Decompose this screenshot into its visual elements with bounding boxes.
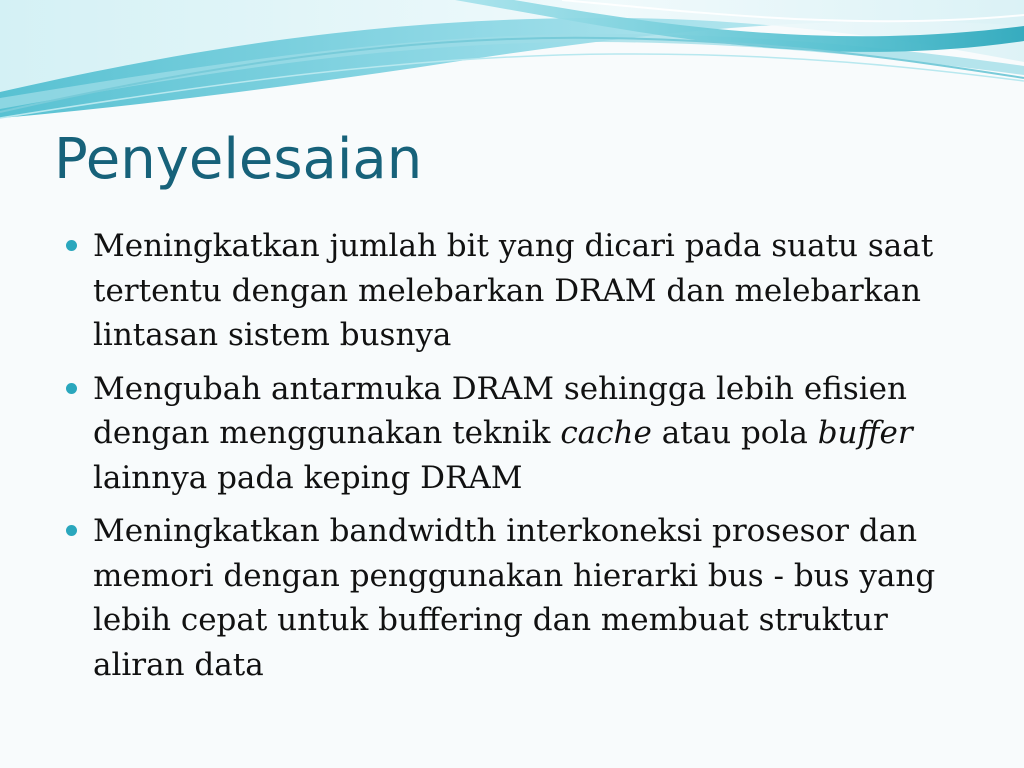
bullet-text <box>93 371 913 496</box>
bullet-icon <box>66 383 77 394</box>
bullet-text <box>93 513 935 683</box>
slide-title: Penyelesaian <box>54 127 423 192</box>
italic-term-buffer: buffer <box>817 415 913 451</box>
bullet-text-part: Mengubah antarmuka DRAM sehingga lebih efisien dengan menggunakan teknik <box>93 370 907 451</box>
bullet-text-part: atau pola <box>651 415 818 451</box>
bullet-item <box>66 224 966 358</box>
italic-term-cache: cache <box>560 415 652 451</box>
bullet-text-part: Meningkatkan bandwidth interkoneksi prosesor dan memori dengan penggunakan hierarki bus - bus yang lebih cepat untuk buffering dan membuat struktur aliran data <box>93 513 936 683</box>
bullet-icon <box>66 240 77 251</box>
bullet-item <box>66 367 966 501</box>
bullet-list <box>66 224 966 696</box>
bullet-text-part: Meningkatkan jumlah bit yang dicari pada suatu saat tertentu dengan melebarkan DRAM dan melebarkan lintasan sistem busnya <box>93 228 934 353</box>
bullet-item <box>66 509 966 687</box>
bullet-text <box>93 228 933 353</box>
bullet-icon <box>66 525 77 536</box>
bullet-text-part: lainnya pada keping DRAM <box>93 459 523 496</box>
wave-header-graphic <box>0 0 1024 125</box>
